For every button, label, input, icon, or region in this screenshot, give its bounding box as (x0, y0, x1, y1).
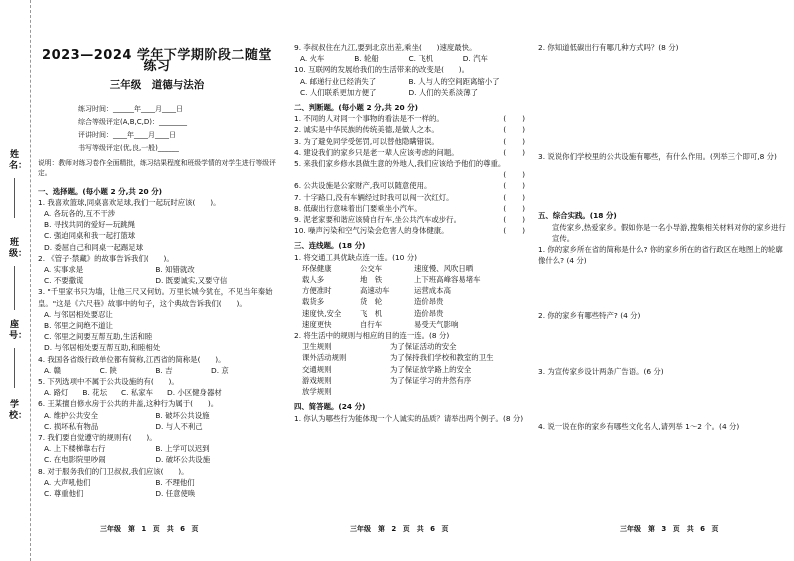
question-1-3 (38, 286, 276, 353)
option: D. 小区健身器材 (167, 388, 222, 398)
matching-1-grid: 环保健康 公交车 速度慢、风吹日晒 载人多 地 铁 上下班高峰容易堵车 方便准时 高速动车 运营成本高 载货多 货 轮 造价昂贵 速度快,安全 飞 机 造价昂贵 速度更快 自行车 易受天气影响 (302, 263, 481, 329)
short-answer-3: 3. 说说你们学校里的公共设施有哪些，有什么作用。(列举三个即可,8 分) (538, 152, 777, 162)
binding-school-label: 学校： (9, 400, 28, 421)
section-2-title: 二、判断题。(每小题 2 分,共 20 分) (294, 103, 418, 113)
true-false-item: 4. 建设我们的家乡只是老一辈人应该考虑的问题。 ( ) (294, 147, 526, 157)
practice-q3: 3. 为宣传家乡设计两条广告语。(6 分) (538, 366, 664, 376)
column-page-2 (294, 42, 526, 424)
section-5-title: 五、综合实践。(18 分) (538, 211, 617, 221)
practice-q2: 2. 你的家乡有哪些特产? (4 分) (538, 311, 641, 321)
evaluator-time: 评讲时间：____年____月____日 (78, 130, 176, 139)
option: C. 私家车 (120, 388, 153, 398)
binding-class-label: 班级： (9, 238, 28, 259)
option: B. 轮船 (354, 54, 379, 64)
option: C. 强迫同桌和我一起打篮球 (44, 231, 136, 241)
option: A. 路灯 (44, 388, 69, 398)
option: A. 大声吼他们 (44, 477, 91, 487)
option: A. 实事求是 (44, 265, 84, 275)
option: B. 上学可以迟到 (155, 444, 210, 454)
option: B. 人与人的空间距离缩小了 (408, 76, 500, 86)
binding-seat-line (14, 348, 15, 388)
question-stem: 9. 李叔叔住在九江,要到北京出差,乘坐( )速度最快。 (294, 43, 477, 52)
binding-class-line (14, 266, 15, 310)
question-1-1 (38, 197, 276, 253)
section-4-title: 四、简答题。(24 分) (294, 402, 366, 412)
binding-name-line (14, 178, 15, 218)
question-1-10 (294, 64, 526, 98)
matching-1-stem: 1. 将交通工具优缺点连一连。(10 分) (294, 252, 418, 262)
option: D. 委屈自己和同桌一起踢足球 (44, 242, 144, 252)
writing-grade: 书写等级评定(优,良,一般)______ (78, 143, 179, 152)
question-1-5 (38, 376, 276, 398)
option: D. 与人不利己 (155, 421, 203, 431)
true-false-item: 10. 噪声污染和空气污染会危害人的身体健康。 ( ) (294, 226, 526, 236)
option: A. 维护公共安全 (44, 410, 98, 420)
option: B. 不理他们 (155, 477, 195, 487)
section-1-title: 一、选择题。(每小题 2 分,共 20 分) (38, 186, 162, 196)
option: B. 破坏公共设施 (155, 410, 210, 420)
true-false-item: 7. 十字路口,没有车辆经过时我可以闯一次红灯。 ( ) (294, 192, 526, 202)
true-false-paren: ( ) (502, 170, 526, 180)
option: C. 人们联系更加方便了 (300, 87, 377, 97)
option: A. 邮递行业已经消失了 (300, 76, 377, 86)
true-false-item: 3. 为了避免同学受惩罚,可以替他隐瞒错误。 ( ) (294, 136, 526, 146)
true-false-item: 1. 不同的人对同一个事物的看法是不一样的。 ( ) (294, 114, 526, 124)
option: D. 汽车 (462, 54, 488, 64)
practice-q4: 4. 说一说在你的家乡有哪些文化名人,请列举 1～2 个。(4 分) (538, 421, 740, 431)
option: D. 既要诚实,又要守信 (155, 276, 228, 286)
instruction-note: 说明：教师对练习卷作全面精批，练习结果程度和班级学情的对学生进行等级评定。 (38, 158, 276, 177)
page-footer-1: 三年级 第 1 页 共 6 页 (100, 525, 199, 533)
question-1-9 (294, 42, 526, 64)
short-answer-1: 1. 你认为哪些行为能体现一个人诚实的品质？请举出两个例子。(8 分) (294, 413, 524, 423)
grade-subject: 三年级 道德与法治 (109, 79, 205, 92)
question-stem: 7. 我们要自觉遵守的规则有( )。 (38, 433, 157, 443)
option: D. 任意使唤 (155, 489, 196, 499)
option: C. 不要撒谎 (44, 276, 84, 286)
option: C. 损坏私有物品 (44, 421, 99, 431)
question-stem: 8. 对于服务我们的门卫叔叔,我们应该( )。 (38, 466, 189, 476)
option: C. 尊重他们 (44, 489, 84, 499)
matching-2-stem: 2. 将生活中的规则与相应的目的连一连。(8 分) (294, 331, 450, 341)
true-false-item: 5. 来我们家乡修水县做生意的外地人,我们应该给予他们的尊重。 (294, 159, 506, 169)
option: C. 邻里之间要互帮互助,生活和睦 (44, 332, 153, 342)
question-stem: 4. 我国各省级行政单位都有简称,江西省的简称是( )。 (38, 354, 226, 364)
true-false-item: 8. 低碳出行意味着出门要乘坐小汽车。 ( ) (294, 203, 526, 213)
option: D. 与邻居相处要互帮互助,和睦相处 (44, 343, 161, 353)
question-stem: 3. "千里家书只为墙，让他三尺又何妨。万里长城今犹在，不见当年秦始皇。"这是《六尺巷》故事中的句子，这个典故告诉我们( )。 (38, 287, 273, 308)
column-page-1 (38, 44, 276, 499)
question-1-6 (38, 398, 276, 432)
short-answer-2: 2. 你知道低碳出行有哪几种方式吗？(8 分) (538, 43, 679, 52)
page-footer-3: 三年级 第 3 页 共 6 页 (620, 525, 719, 533)
option: A. 与邻居相处要忍让 (44, 309, 113, 319)
option: A. 火车 (300, 54, 325, 64)
column-page-3 (538, 42, 788, 432)
option: A. 各玩各的,互不干涉 (44, 209, 116, 219)
section-5-intro: 宣传家乡,热爱家乡。假如你是一名小导游,搜集相关材料对你的家乡进行宣传。 (552, 222, 786, 243)
option: B. 吉 (155, 365, 173, 375)
option: C. 飞机 (408, 54, 434, 64)
true-false-item: 9. 泥老家要和谐应该骑自行车,坐公共汽车或步行。 ( ) (294, 215, 526, 225)
question-stem: 1. 我喜欢篮球,同桌喜欢足球,我们一起玩时应该( )。 (38, 197, 221, 207)
option: C. 陕 (99, 365, 117, 375)
option: B. 邻里之间绝不道让 (44, 321, 113, 331)
true-false-item: 2. 诚实是中华民族的传统美德,是做人之本。 ( ) (294, 125, 526, 135)
option: B. 知错就改 (155, 265, 195, 275)
question-1-2 (38, 253, 276, 287)
option: A. 赣 (44, 365, 62, 375)
option: B. 寻找共同的爱好—玩跳绳 (44, 220, 136, 230)
evaluation-grade: 综合等级评定(A,B,C,D)：________ (78, 117, 188, 126)
question-stem: 6. 王某擅自修水房于公共的井盖,这种行为属于( )。 (38, 399, 219, 409)
binding-strip (0, 0, 31, 561)
page-footer-2: 三年级 第 2 页 共 6 页 (350, 525, 449, 533)
question-1-4 (38, 354, 276, 376)
question-stem: 10. 互联网的发展给我们的生活带来的改变是( )。 (294, 65, 470, 75)
question-1-7 (38, 432, 276, 466)
option: B. 花坛 (82, 388, 107, 398)
option: D. 京 (211, 365, 229, 375)
binding-name-label: 姓名： (9, 150, 28, 171)
matching-2-grid: 卫生规则 为了保证活动的安全 课外活动规则 为了保持我们学校和教室的卫生 交通规则 为了保证放学路上的安全 游戏规则 为了保证学习的井然有序 放学规则 (302, 342, 494, 397)
exam-title: 2023—2024 学年下学期阶段二随堂练习 (42, 48, 272, 75)
question-stem: 2. 《管子·禁藏》的故事告诉我们( )。 (38, 253, 174, 263)
practice-time: 练习时间：______年____月____日 (78, 104, 183, 113)
option: D. 人们的关系淡薄了 (408, 87, 478, 97)
question-stem: 5. 下列选项中不属于公共设施的有( )。 (38, 377, 179, 387)
option: A. 上下楼梯靠右行 (44, 444, 106, 454)
option: D. 破坏公共设施 (155, 455, 211, 465)
true-false-item: 6. 公共设施是公家财产,我可以随意使用。 ( ) (294, 181, 526, 191)
practice-q1: 1. 你的家乡所在省的简称是什么? 你的家乡所在的省行政区在地图上的轮廓像什么? (4 分) (538, 245, 783, 266)
option: C. 在电影院里吵闹 (44, 455, 106, 465)
section-3-title: 三、连线题。(18 分) (294, 241, 366, 251)
binding-seat-label: 座号： (9, 320, 28, 341)
question-1-8 (38, 466, 276, 500)
